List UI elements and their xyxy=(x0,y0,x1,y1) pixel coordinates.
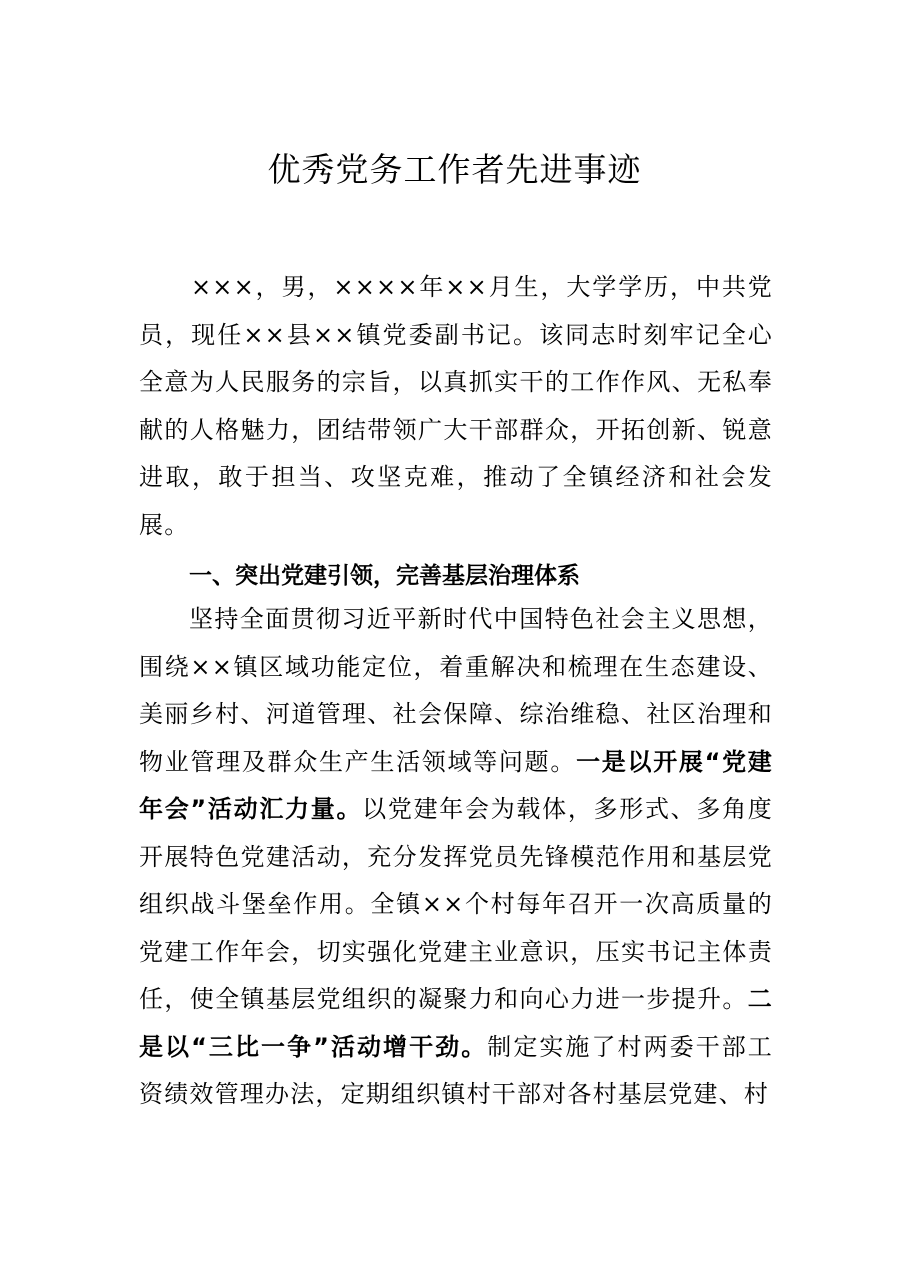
bold-point-1: 一是以开展“党建年会”活动汇力量。 xyxy=(139,747,773,823)
paragraph-text-a: 坚持全面贯彻习近平新时代中国特色社会主义思想，围绕××镇区域功能定位，着重解决和梳理在生态建设、美丽乡村、河道管理、社会保障、综治维稳、社区治理和物业管理及群众生产生活领域等问题。 xyxy=(139,605,773,776)
paragraph-text-b: 以党建年会为载体，多形式、多角度开展特色党建活动，充分发挥党员先锋模范作用和基层党组织战斗堡垒作用。全镇××个村每年召开一次高质量的党建工作年会，切实强化党建主业意识，压实书记主体责任，使全镇基层党组织的凝聚力和向心力进一步提升。 xyxy=(139,795,773,1013)
section-heading: 一、突出党建引领，完善基层治理体系 xyxy=(189,563,580,589)
intro-paragraph: ×××，男，××××年××月生，大学学历，中共党员，现任××县××镇党委副书记。该同志时刻牢记全心全意为人民服务的宗旨，以真抓实干的工作作风、无私奉献的人格魅力，团结带领广大干部群众，开拓创新、锐意进取，敢于担当、攻坚克难，推动了全镇经济和社会发展。 xyxy=(139,273,773,539)
paragraph-text-c: 制定实施了村两委干部工资绩效管理办法，定期组织镇村干部对各村基层党建、村 xyxy=(139,1032,773,1108)
document-title: 优秀党务工作者先进事迹 xyxy=(267,150,642,189)
section-paragraph xyxy=(139,596,773,1119)
bold-point-2: 二是以“三比一争”活动增干劲。 xyxy=(139,985,773,1061)
